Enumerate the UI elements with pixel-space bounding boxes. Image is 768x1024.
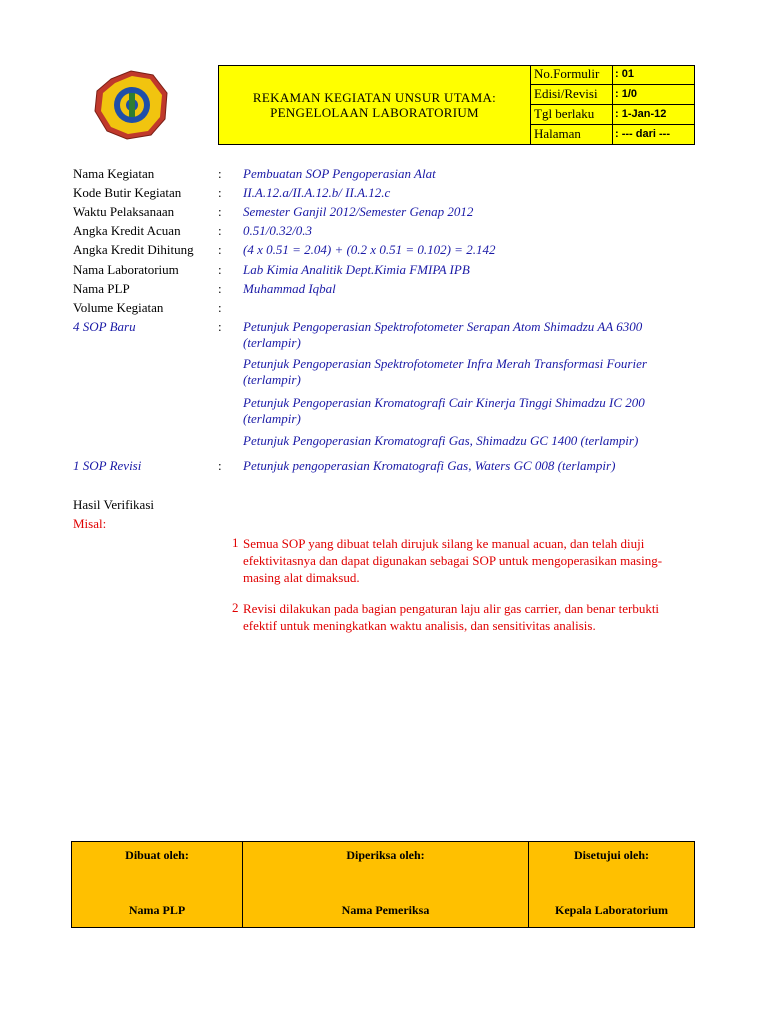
meta-value: : 1/0: [615, 88, 638, 100]
value-nama-kegiatan: Pembuatan SOP Pengoperasian Alat: [243, 166, 436, 181]
sop-baru-item: Petunjuk Pengoperasian Spektrofotometer Serapan Atom Shimadzu AA 6300 (terlampir): [243, 319, 643, 350]
meta-value: : 1-Jan-12: [615, 108, 667, 120]
value-nama-plp: Muhammad Iqbal: [243, 281, 336, 296]
signature-heading: Dibuat oleh:: [125, 848, 189, 862]
colon: :: [218, 204, 222, 219]
label-volume: Volume Kegiatan: [73, 300, 164, 315]
note-text: Revisi dilakukan pada bagian pengaturan laju alir gas carrier, dan benar terbukti efektif untuk meningkatkan waktu analisis, dan sensitivitas analisis.: [243, 601, 660, 633]
meta-row-revisi: [531, 85, 695, 105]
label-laboratorium: Nama Laboratorium: [73, 262, 179, 277]
signature-col-disetujui: [529, 842, 694, 927]
title-line-2: PENGELOLAAN LABORATORIUM: [270, 105, 479, 120]
label-sop-baru: 4 SOP Baru: [73, 319, 136, 334]
value-kode-butir: II.A.12.a/II.A.12.b/ II.A.12.c: [243, 185, 391, 200]
meta-row-tgl: [531, 105, 695, 125]
colon: :: [218, 185, 222, 200]
label-kode-butir: Kode Butir Kegiatan: [73, 185, 182, 200]
meta-row-halaman: [531, 125, 695, 145]
signature-name: Kepala Laboratorium: [555, 903, 668, 917]
colon: :: [218, 281, 222, 296]
colon: :: [218, 166, 222, 181]
sop-revisi-item: Petunjuk pengoperasian Kromatografi Gas, Waters GC 008 (terlampir): [243, 458, 616, 473]
title-line-1: REKAMAN KEGIATAN UNSUR UTAMA:: [252, 90, 497, 105]
label-waktu: Waktu Pelaksanaan: [73, 204, 175, 219]
label-nama-kegiatan: Nama Kegiatan: [73, 166, 155, 181]
signature-col-dibuat: [72, 842, 243, 927]
value-laboratorium: Lab Kimia Analitik Dept.Kimia FMIPA IPB: [243, 262, 470, 277]
meta-value: : 01: [615, 68, 634, 80]
value-waktu: Semester Ganjil 2012/Semester Genap 2012: [243, 204, 474, 219]
label-sop-revisi: 1 SOP Revisi: [73, 458, 142, 473]
colon: :: [218, 223, 222, 238]
value-kredit-dihitung: (4 x 0.51 = 2.04) + (0.2 x 0.51 = 0.102) = 2.142: [243, 242, 496, 257]
signature-heading: Diperiksa oleh:: [346, 848, 425, 862]
note-number: 1: [232, 535, 239, 550]
sop-baru-item: Petunjuk Pengoperasian Spektrofotometer Infra Merah Transformasi Fourier (terlampir): [243, 356, 647, 387]
signature-table: [71, 841, 695, 928]
sop-baru-item: Petunjuk Pengoperasian Kromatografi Gas, Shimadzu GC 1400 (terlampir): [243, 433, 639, 448]
example-label: Misal:: [73, 516, 107, 531]
form-title: [219, 65, 531, 145]
colon: :: [218, 262, 222, 277]
meta-row-formulir: [531, 65, 695, 85]
signature-name: Nama PLP: [128, 903, 186, 917]
logo-cell: [71, 65, 219, 145]
label-nama-plp: Nama PLP: [73, 281, 130, 296]
meta-value: : --- dari ---: [615, 128, 670, 140]
colon: :: [218, 319, 222, 334]
meta-key: No.Formulir: [534, 66, 600, 81]
label-kredit-dihitung: Angka Kredit Dihitung: [73, 242, 194, 257]
note-text: Semua SOP yang dibuat telah dirujuk silang ke manual acuan, dan telah diuji efektivitasnya dan dapat digunakan sebagai SOP untuk mengoperasikan masing-masing alat dimaksud.: [243, 536, 663, 585]
signature-col-diperiksa: [243, 842, 529, 927]
meta-key: Tgl berlaku: [534, 106, 595, 121]
signature-heading: Disetujui oleh:: [574, 848, 649, 862]
signature-name: Nama Pemeriksa: [341, 903, 430, 917]
meta-key: Halaman: [534, 126, 581, 141]
sop-baru-item: Petunjuk Pengoperasian Kromatografi Cair Kinerja Tinggi Shimadzu IC 200 (terlampir): [243, 395, 645, 426]
colon: :: [218, 458, 222, 473]
meta-key: Edisi/Revisi: [534, 86, 598, 101]
meta-table: [531, 65, 695, 145]
institution-logo: [71, 65, 219, 145]
value-kredit-acuan: 0.51/0.32/0.3: [243, 223, 312, 238]
colon: :: [218, 242, 222, 257]
label-kredit-acuan: Angka Kredit Acuan: [73, 223, 181, 238]
note-number: 2: [232, 600, 239, 615]
meta-divider: [612, 65, 613, 145]
verification-heading: Hasil Verifikasi: [73, 497, 154, 512]
colon: :: [218, 300, 222, 315]
